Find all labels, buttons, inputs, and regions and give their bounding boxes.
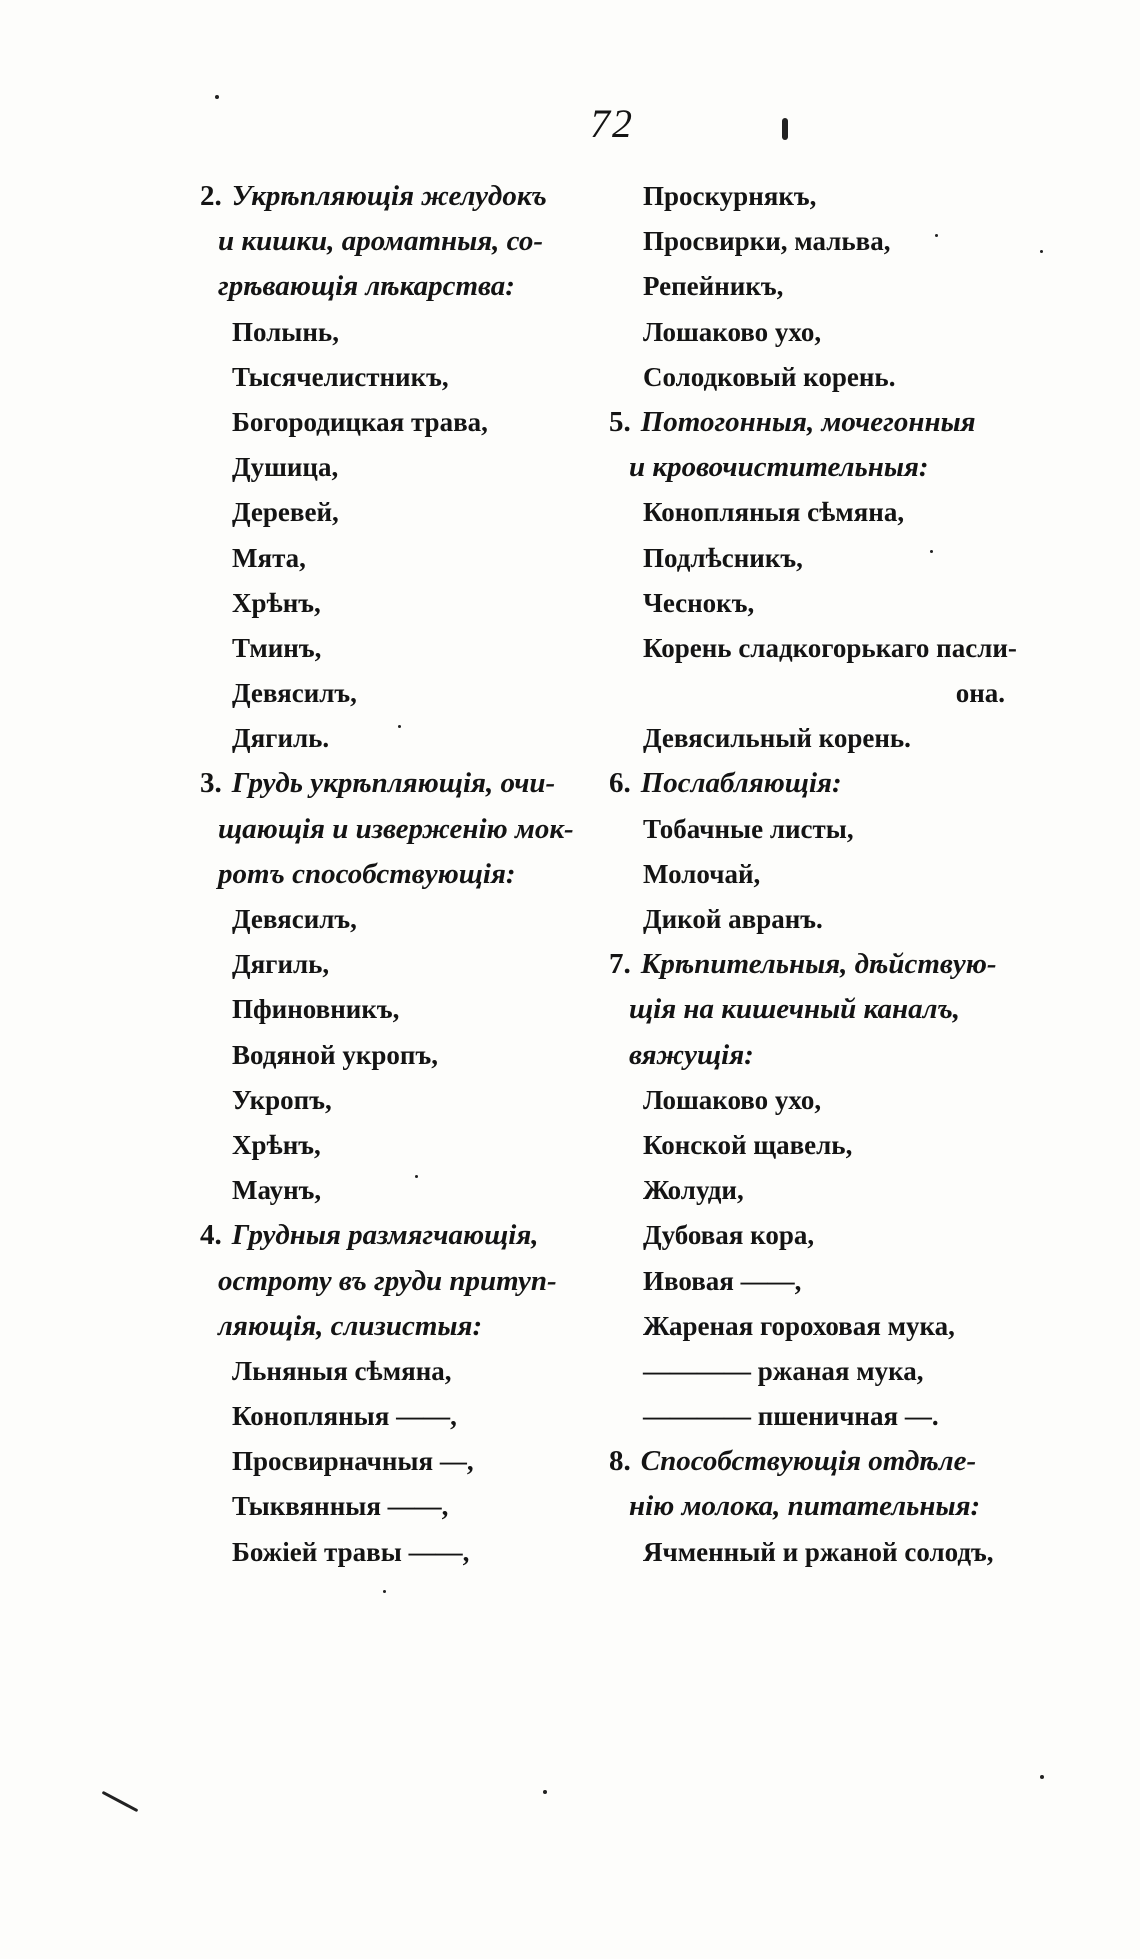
section-heading-continuation: остроту въ груди притуп- (218, 1264, 557, 1297)
section-heading-text: Потогонныя, мочегонныя (640, 405, 976, 438)
section-heading-continuation: ротъ способствующія: (218, 857, 516, 890)
list-item-continuation: она. (955, 678, 1005, 709)
section-heading-text: Послабляющія: (640, 767, 842, 800)
list-item: Душица, (232, 452, 339, 483)
scan-mark (102, 1791, 139, 1812)
page-number: 72 (590, 101, 634, 146)
section-heading (200, 761, 620, 806)
section-heading-continuation: и кровочистительныя: (629, 451, 929, 484)
scan-speck (543, 1790, 547, 1794)
scan-speck (215, 95, 219, 99)
list-item: Дикой авранъ. (643, 904, 823, 934)
list-item: Деревей, (232, 497, 339, 528)
list-item: Хрѣнъ, (232, 1129, 321, 1160)
section-heading-continuation: вяжущія: (629, 1038, 754, 1071)
section-number: 7. (609, 948, 631, 981)
list-item: Полынь, (232, 316, 339, 347)
scan-speck (415, 1175, 418, 1178)
section-heading (200, 174, 620, 219)
list-item: Тыквянныя ——, (232, 1491, 449, 1522)
section-number: 8. (609, 1445, 631, 1478)
list-item: Лошаково ухо, (643, 1084, 822, 1115)
list-item: Водяной укропъ, (232, 1039, 438, 1070)
list-item: Конопляныя ——, (232, 1401, 457, 1432)
section-heading-text: Крѣпительныя, дѣйствую- (640, 948, 997, 981)
list-item: Репейникъ, (643, 271, 784, 302)
section-heading-continuation: ляющія, слизистыя: (218, 1309, 483, 1342)
list-item: Жолуди, (643, 1175, 744, 1206)
list-item: ———— пшеничная —. (643, 1401, 939, 1432)
list-item: Маунъ, (232, 1175, 322, 1206)
list-item: Дубовая кора, (643, 1220, 815, 1251)
list-item: Подлѣсникъ, (643, 542, 803, 573)
section-heading (585, 761, 1025, 806)
scan-speck (930, 550, 933, 553)
list-item: Просвирки, мальва, (643, 226, 891, 257)
list-item: Ячменный и ржаной солодъ, (643, 1536, 994, 1567)
list-item: Девясилъ, (232, 904, 357, 934)
section-number: 5. (609, 405, 631, 438)
list-item: Солодковый корень. (643, 361, 896, 392)
list-item: ———— ржаная мука, (643, 1355, 924, 1386)
list-item: Девясильный корень. (643, 723, 911, 754)
list-item: Тминъ, (232, 632, 322, 663)
list-item: Конской щавель, (643, 1129, 853, 1160)
section-number: 3. (200, 767, 222, 800)
list-item: Льняныя сѣмяна, (232, 1355, 452, 1386)
list-item: Дягиль, (232, 949, 330, 980)
list-item: Корень сладкогорькаго пасли- (643, 632, 1017, 663)
right-column (585, 174, 1025, 1575)
list-item: Жареная гороховая мука, (643, 1310, 955, 1341)
list-item: Ивовая ——, (643, 1265, 802, 1296)
section-heading-continuation: грѣвающія лѣкарства: (218, 270, 515, 303)
list-item: Девясилъ, (232, 678, 357, 709)
list-item: Пфиновникъ, (232, 994, 400, 1025)
list-item: Лошаково ухо, (643, 316, 822, 347)
scan-speck (1040, 250, 1043, 253)
section-number: 6. (609, 767, 631, 800)
section-heading (585, 942, 1025, 987)
list-item: Тобачные листы, (643, 813, 854, 844)
scan-speck (383, 1590, 386, 1593)
list-item: Божіей травы ——, (232, 1536, 470, 1567)
list-item: Мята, (232, 542, 306, 573)
section-heading-continuation: нію молока, питательныя: (629, 1490, 981, 1523)
section-number: 2. (200, 180, 222, 212)
section-heading-continuation: и кишки, ароматныя, со- (218, 225, 543, 258)
scan-speck (935, 234, 938, 237)
section-heading-text: Укрѣпляющія желудокъ (231, 180, 547, 212)
section-heading-text: Грудныя размягчающія, (231, 1219, 539, 1252)
section-heading-continuation: щающія и изверженію мок- (218, 812, 574, 845)
list-item: Богородицкая трава, (232, 406, 488, 437)
section-heading-continuation: щія на кишечный каналъ, (629, 993, 961, 1026)
list-item: Просвирначныя —, (232, 1446, 474, 1477)
scan-speck (1040, 1775, 1044, 1779)
scan-speck (398, 725, 401, 728)
section-heading-text: Грудь укрѣпляющія, очи- (231, 767, 556, 800)
left-column (200, 174, 620, 1575)
section-heading (585, 1439, 1025, 1484)
scan-speck (782, 118, 788, 140)
list-item: Тысячелистникъ, (232, 361, 449, 392)
list-item: Хрѣнъ, (232, 587, 321, 618)
list-item: Конопляныя сѣмяна, (643, 497, 905, 528)
list-item: Укропъ, (232, 1084, 332, 1115)
section-number: 4. (200, 1219, 222, 1252)
list-item: Молочай, (643, 858, 761, 889)
section-heading (200, 1213, 620, 1258)
section-heading (585, 400, 1025, 445)
list-item: Дягиль. (232, 723, 330, 754)
section-heading-text: Способствующія отдѣле- (640, 1445, 977, 1478)
list-item: Проскурнякъ, (643, 181, 817, 211)
list-item: Чеснокъ, (643, 587, 755, 618)
